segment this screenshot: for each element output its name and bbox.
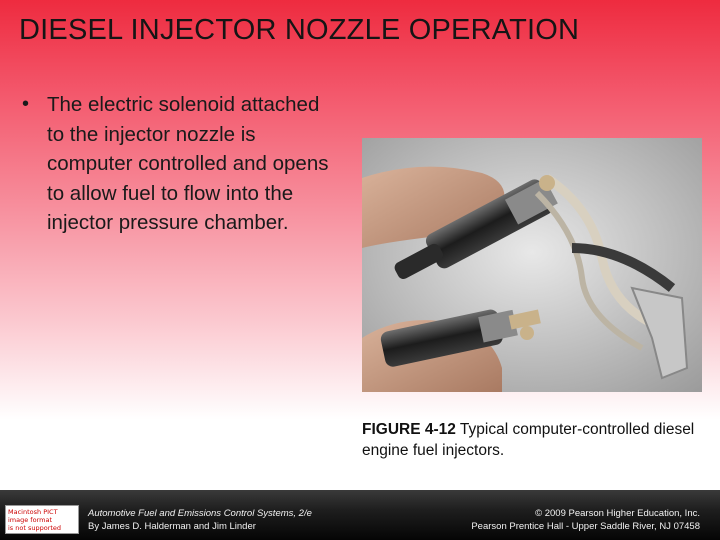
footer-copyright: © 2009 Pearson Higher Education, Inc. — [535, 508, 700, 519]
footer-authors: By James D. Halderman and Jim Linder — [88, 521, 256, 532]
figure-caption-text: Typical computer-controlled diesel engine fuel injectors. — [362, 421, 695, 459]
figure-label: FIGURE 4-12 — [362, 421, 456, 438]
bullet-list — [22, 90, 342, 238]
bullet-icon: • — [22, 93, 30, 115]
footer-book-title: Automotive Fuel and Emissions Control Systems, 2/e — [88, 508, 312, 519]
bullet-item — [22, 90, 342, 238]
footer-publisher: Pearson Prentice Hall - Upper Saddle River, NJ 07458 — [471, 521, 700, 532]
footer-copyright-info — [471, 507, 700, 533]
injector-photo — [362, 138, 702, 392]
slide-title: DIESEL INJECTOR NOZZLE OPERATION — [19, 14, 580, 46]
figure-caption — [362, 419, 712, 461]
footer-book-info — [88, 507, 312, 533]
bullet-text: The electric solenoid attached to the injector nozzle is computer controlled and opens to allow fuel to flow into the injector pressure chamber. — [47, 93, 329, 234]
footer-bar — [0, 490, 720, 540]
pict-placeholder-badge: Macintosh PICT image format is not supported — [5, 505, 79, 534]
